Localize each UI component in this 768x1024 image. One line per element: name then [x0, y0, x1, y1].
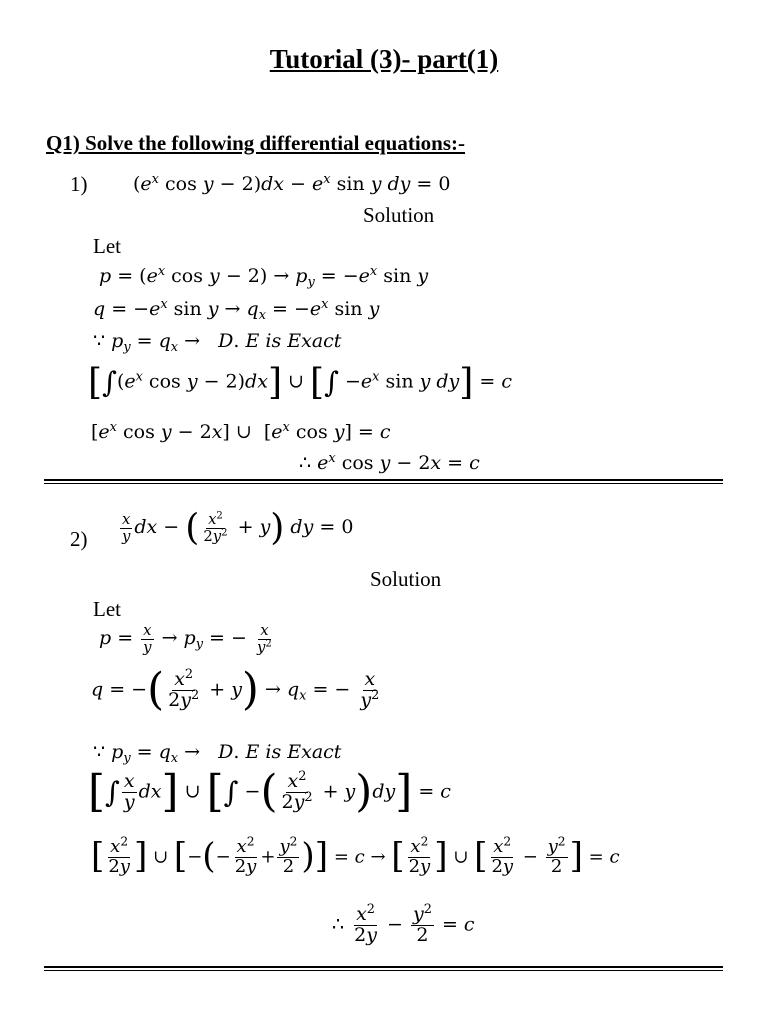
problem-2-solution-label: Solution — [370, 567, 442, 591]
problem-2-let-label: Let — [93, 597, 121, 621]
problem-2-evaluated-line: [ $\frac{x^2}{2y}$ ] ∪ [−(− $\frac{x^2}{2y}$ + $\frac{y^2}{2}$ )] = c → [ $\frac{x^2}{2y}$ ] ∪ [ $\frac{x^2}{2y}$ − $\frac{y^2}{2}$ ] = c — [91, 834, 620, 877]
question-heading: Q1) Solve the following differential equations:- — [46, 131, 466, 155]
problem-2-answer: ∴ $\frac{x^2}{2y}$ − $\frac{y^2}{2}$ = c — [332, 901, 475, 946]
problem-2-exact-line: ∵ $p_y = q_x \to D$. E is Exact — [93, 741, 342, 766]
problem-2-p-line: p = $\frac{x}{y}$ → $p_y$ = − $\frac{x}{y^2}$ — [99, 622, 272, 656]
problem-1-p-line: $p = (e^x$ $\cos y - 2) \to p_y = -e^x$ sin y — [99, 263, 429, 290]
page-title: Tutorial (3)- part(1) — [269, 44, 499, 74]
problem-2-number: 2) — [70, 527, 88, 551]
section-divider-bottom — [44, 966, 723, 971]
problem-1-q-line: $q = -e^x$ $\sin y \to q_x = -e^x$ sin y — [93, 296, 380, 323]
problem-1-solution-label: Solution — [363, 203, 435, 227]
problem-2-equation: $\frac{x}{y}$ dx − ( $\frac{x^2}{2y^2}$ + y) dy = 0 — [122, 506, 354, 549]
problem-1-let-label: Let — [93, 234, 121, 258]
problem-1-exact-line: ∵ $p_y = q_x \to D$. E is Exact — [93, 330, 342, 355]
problem-2-q-line: q = −( $\frac{x^2}{2y^2}$ + $y) \to q_x$ = − $\frac{x}{y^2}$ — [91, 663, 380, 715]
problem-1-answer: ∴ $e^x$ cos y − 2x = c — [299, 450, 480, 474]
problem-1-number: 1) — [70, 172, 88, 196]
problem-1-evaluated-line: [$e^x$ cos y − 2x] ∪ [$e^x$ cos y] = c — [91, 419, 391, 443]
section-divider — [44, 479, 723, 484]
problem-1-equation: ($e^x$ $\cos y - 2)dx - e^x$ sin y dy = 0 — [133, 171, 451, 195]
problem-1-integral-line: [$\int(e^x$ cos y − 2)dx] ∪ [∫ $-e^x$ sin y dy] = c — [88, 361, 513, 404]
problem-2-integral-line: [∫ $\frac{x}{y}$ dx] ∪ [∫ −( $\frac{x^2}{2y^2}$ + y)dy] = c — [88, 765, 451, 817]
